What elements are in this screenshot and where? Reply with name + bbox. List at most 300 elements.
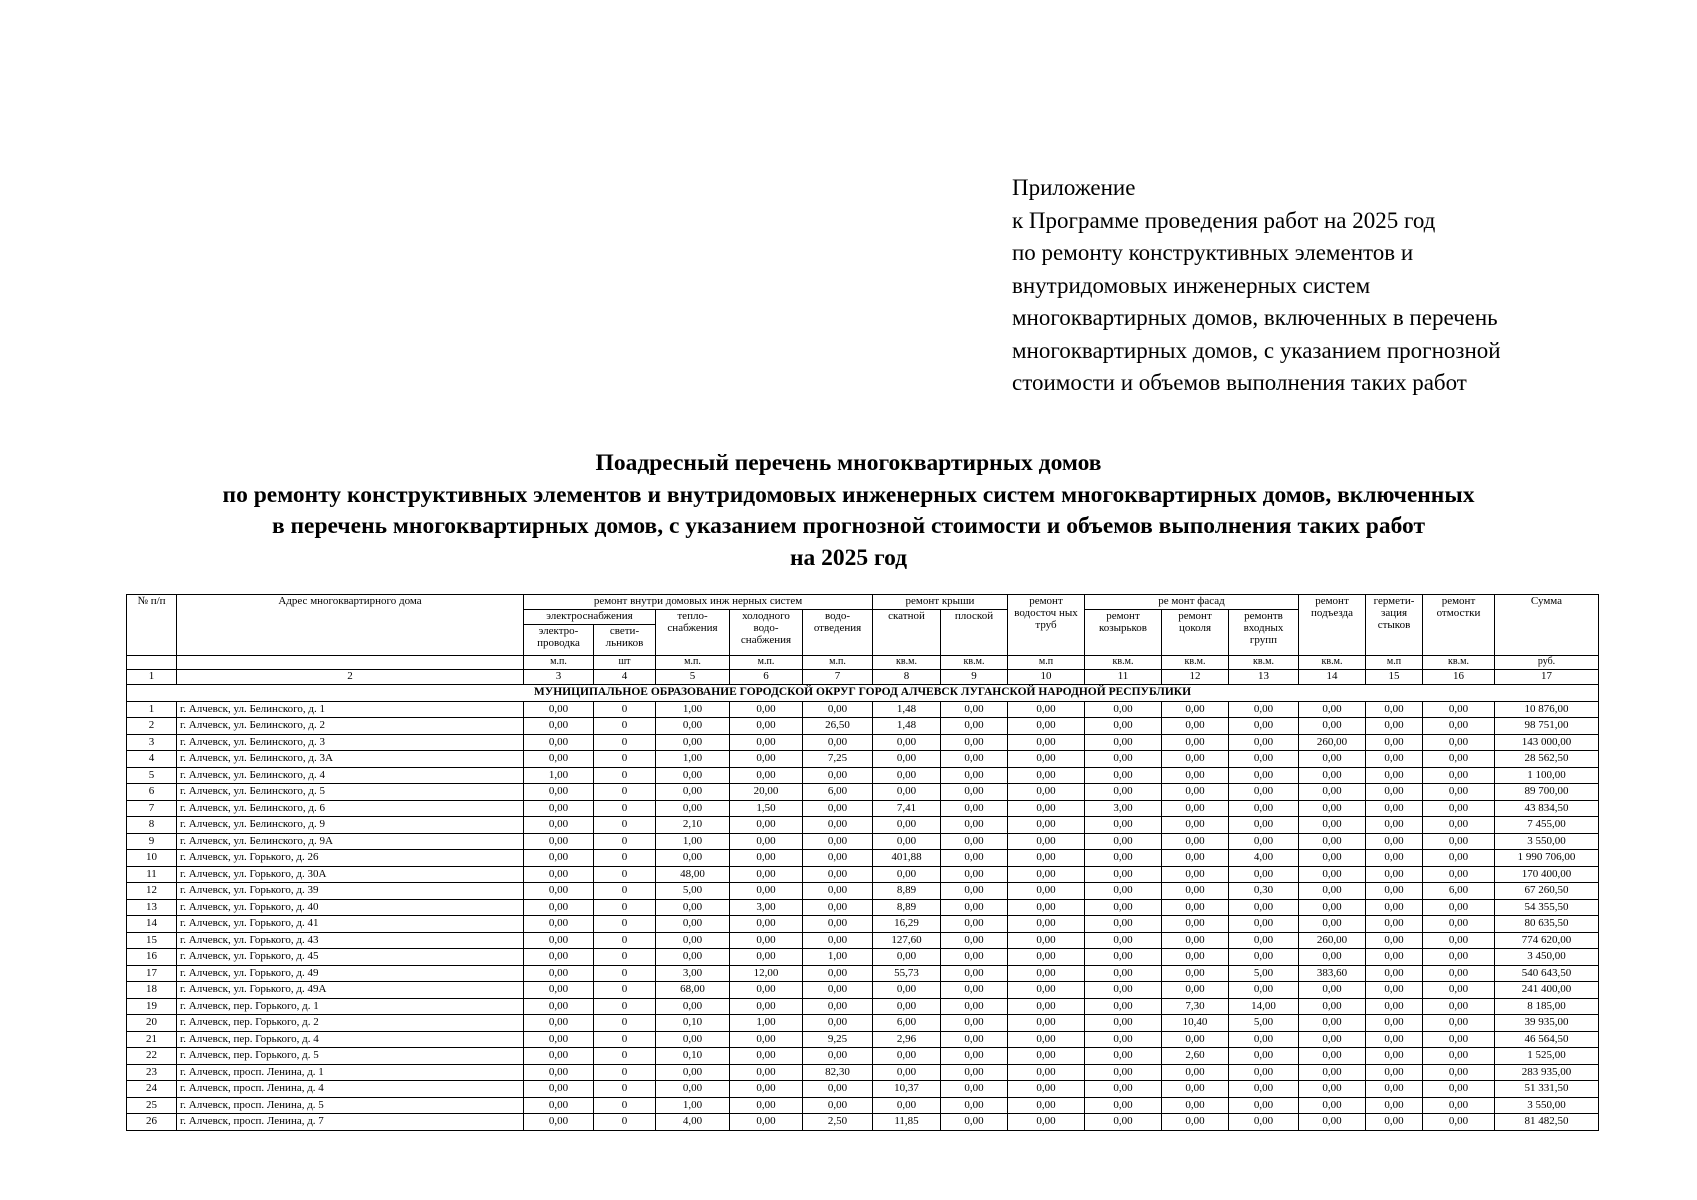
header-heat: тепло-снабжения [656,610,730,656]
value-cell: 0,00 [656,1081,730,1098]
row-number: 20 [127,1015,177,1032]
value-cell: 0,00 [524,932,594,949]
address-cell: г. Алчевск, просп. Ленина, д. 5 [177,1097,524,1114]
value-cell: 0,00 [1008,982,1085,999]
sum-cell: 39 935,00 [1495,1015,1599,1032]
unit-cell: кв.м. [1162,656,1229,670]
value-cell: 0,00 [730,1081,803,1098]
value-cell: 0,00 [656,1031,730,1048]
unit-cell: кв.м. [941,656,1008,670]
value-cell: 0,00 [730,701,803,718]
value-cell: 0,00 [524,817,594,834]
value-cell: 0,00 [1366,982,1423,999]
value-cell: 0,00 [873,767,941,784]
value-cell: 0,00 [1299,883,1366,900]
address-cell: г. Алчевск, ул. Белинского, д. 1 [177,701,524,718]
value-cell: 0,00 [730,734,803,751]
value-cell: 0,00 [1299,701,1366,718]
header-electro-wiring: электро-проводка [524,625,594,656]
value-cell: 0 [594,916,656,933]
address-cell: г. Алчевск, просп. Ленина, д. 4 [177,1081,524,1098]
value-cell: 0,00 [1366,916,1423,933]
value-cell: 48,00 [656,866,730,883]
value-cell: 0,10 [656,1015,730,1032]
value-cell: 0 [594,965,656,982]
value-cell: 1,00 [656,751,730,768]
value-cell: 0,00 [524,734,594,751]
value-cell: 0,00 [1229,718,1299,735]
row-number: 1 [127,701,177,718]
value-cell: 0 [594,998,656,1015]
value-cell: 0,00 [1229,1064,1299,1081]
sum-cell: 774 620,00 [1495,932,1599,949]
value-cell: 0 [594,949,656,966]
value-cell: 0,00 [873,998,941,1015]
value-cell: 0,00 [1366,866,1423,883]
row-number: 5 [127,767,177,784]
appendix-line: многоквартирных домов, включенных в перечень [1012,305,1498,330]
value-cell: 0,00 [1085,718,1162,735]
value-cell: 7,25 [803,751,873,768]
value-cell: 0 [594,1048,656,1065]
value-cell: 1,48 [873,718,941,735]
value-cell: 0,00 [730,883,803,900]
row-number: 22 [127,1048,177,1065]
appendix-line: Приложение [1012,175,1136,200]
value-cell: 0,00 [1085,949,1162,966]
value-cell: 0,00 [1229,949,1299,966]
value-cell: 0,00 [1008,1114,1085,1131]
value-cell: 0,00 [803,800,873,817]
value-cell: 0 [594,1015,656,1032]
value-cell: 0,00 [1162,965,1229,982]
value-cell: 0,00 [1423,998,1495,1015]
row-number: 16 [127,949,177,966]
value-cell: 7,41 [873,800,941,817]
value-cell: 9,25 [803,1031,873,1048]
value-cell: 2,10 [656,817,730,834]
table-row [127,1097,1599,1114]
value-cell: 0,00 [1162,949,1229,966]
address-cell: г. Алчевск, ул. Горького, д. 49 [177,965,524,982]
value-cell: 0,00 [941,1064,1008,1081]
table-row [127,883,1599,900]
value-cell: 0,00 [524,850,594,867]
value-cell: 0,00 [1008,751,1085,768]
table-row [127,817,1599,834]
value-cell: 0,00 [1299,1031,1366,1048]
value-cell: 0,00 [1366,850,1423,867]
header-roof: ремонт крыши [873,595,1008,610]
value-cell: 0,00 [524,784,594,801]
value-cell: 0,00 [873,1048,941,1065]
header-plinth: ремонт цоколя [1162,610,1229,656]
value-cell: 0,00 [1162,734,1229,751]
address-cell: г. Алчевск, ул. Белинского, д. 5 [177,784,524,801]
value-cell: 0 [594,899,656,916]
table-body [127,685,1599,1131]
value-cell: 0,00 [1423,1031,1495,1048]
row-number: 3 [127,734,177,751]
value-cell: 0,00 [730,982,803,999]
table-row [127,718,1599,735]
sum-cell: 540 643,50 [1495,965,1599,982]
row-number: 17 [127,965,177,982]
value-cell: 0,00 [1008,866,1085,883]
value-cell: 0,00 [1423,734,1495,751]
value-cell: 0,00 [730,767,803,784]
value-cell: 16,29 [873,916,941,933]
column-number: 2 [177,670,524,685]
value-cell: 0,00 [730,1064,803,1081]
sum-cell: 170 400,00 [1495,866,1599,883]
table-row [127,1114,1599,1131]
value-cell: 0 [594,866,656,883]
header-drainage: водо-отведения [803,610,873,656]
value-cell: 0,00 [1008,701,1085,718]
value-cell: 0,00 [873,751,941,768]
value-cell: 0,00 [1162,800,1229,817]
value-cell: 0,00 [1366,1064,1423,1081]
value-cell: 0,00 [1085,998,1162,1015]
header-canopies: ремонт козырьков [1085,610,1162,656]
value-cell: 0,00 [803,833,873,850]
sum-cell: 89 700,00 [1495,784,1599,801]
address-cell: г. Алчевск, ул. Белинского, д. 2 [177,718,524,735]
value-cell: 0,00 [803,932,873,949]
appendix-line: к Программе проведения работ на 2025 год [1012,207,1436,233]
value-cell: 0,00 [656,932,730,949]
value-cell: 0,00 [656,800,730,817]
table-row [127,949,1599,966]
sum-cell: 3 550,00 [1495,1097,1599,1114]
table-row [127,982,1599,999]
value-cell: 0,00 [524,1015,594,1032]
value-cell: 0,00 [1366,800,1423,817]
value-cell: 0,00 [1366,1048,1423,1065]
value-cell: 0,00 [1085,701,1162,718]
row-number: 19 [127,998,177,1015]
value-cell: 0,00 [524,833,594,850]
value-cell: 0,00 [1229,701,1299,718]
sum-cell: 8 185,00 [1495,998,1599,1015]
value-cell: 0,00 [730,866,803,883]
value-cell: 0,00 [524,1031,594,1048]
value-cell: 0,00 [1366,1097,1423,1114]
address-cell: г. Алчевск, ул. Горького, д. 39 [177,883,524,900]
value-cell: 0,00 [941,982,1008,999]
value-cell: 0,00 [1008,932,1085,949]
value-cell: 0,00 [941,883,1008,900]
value-cell: 0 [594,850,656,867]
value-cell: 0,00 [1366,883,1423,900]
value-cell: 2,96 [873,1031,941,1048]
value-cell: 0,00 [1229,1097,1299,1114]
value-cell: 5,00 [1229,1015,1299,1032]
value-cell: 0,00 [1008,1097,1085,1114]
row-number: 4 [127,751,177,768]
value-cell: 0,00 [1423,982,1495,999]
value-cell: 0,00 [873,866,941,883]
value-cell: 0,00 [1085,1015,1162,1032]
column-number: 5 [656,670,730,685]
address-cell: г. Алчевск, пер. Горького, д. 1 [177,998,524,1015]
value-cell: 0,00 [1229,899,1299,916]
value-cell: 0,00 [941,1114,1008,1131]
value-cell: 0,00 [1299,784,1366,801]
value-cell: 0,00 [803,998,873,1015]
row-number: 15 [127,932,177,949]
value-cell: 0,00 [1229,932,1299,949]
value-cell: 0,00 [1162,866,1229,883]
value-cell: 0,00 [730,1031,803,1048]
value-cell: 0,00 [941,1015,1008,1032]
value-cell: 0,00 [730,1097,803,1114]
header-electro-lamps: свети-льников [594,625,656,656]
sum-cell: 7 455,00 [1495,817,1599,834]
value-cell: 0,00 [1162,767,1229,784]
value-cell: 0,00 [524,1114,594,1131]
address-cell: г. Алчевск, ул. Белинского, д. 6 [177,800,524,817]
column-number: 13 [1229,670,1299,685]
value-cell: 0,00 [1423,1097,1495,1114]
table-row [127,1031,1599,1048]
value-cell: 0,00 [941,932,1008,949]
value-cell: 0,00 [1423,800,1495,817]
appendix-line: стоимости и объемов выполнения таких работ [1012,370,1467,395]
value-cell: 0,00 [803,1097,873,1114]
value-cell: 0,00 [1423,850,1495,867]
unit-cell: м.п [1008,656,1085,670]
value-cell: 0,00 [1008,850,1085,867]
value-cell: 0,00 [1366,998,1423,1015]
value-cell: 0,00 [1423,751,1495,768]
value-cell: 11,85 [873,1114,941,1131]
value-cell: 0,00 [803,965,873,982]
unit-cell: шт [594,656,656,670]
address-cell: г. Алчевск, ул. Белинского, д. 9А [177,833,524,850]
value-cell: 0,00 [803,1048,873,1065]
unit-cell: м.п [1366,656,1423,670]
value-cell: 0,10 [656,1048,730,1065]
value-cell: 10,37 [873,1081,941,1098]
value-cell: 0,00 [1366,899,1423,916]
value-cell: 0,00 [941,1048,1008,1065]
value-cell: 6,00 [873,1015,941,1032]
value-cell: 0,00 [1229,982,1299,999]
value-cell: 0,00 [524,1064,594,1081]
value-cell: 14,00 [1229,998,1299,1015]
value-cell: 0,00 [1423,701,1495,718]
value-cell: 0 [594,701,656,718]
address-cell: г. Алчевск, ул. Белинского, д. 3А [177,751,524,768]
value-cell: 20,00 [730,784,803,801]
column-number: 7 [803,670,873,685]
value-cell: 1,00 [730,1015,803,1032]
row-number: 7 [127,800,177,817]
value-cell: 2,50 [803,1114,873,1131]
value-cell: 0,00 [730,833,803,850]
value-cell: 0 [594,767,656,784]
value-cell: 0,00 [656,734,730,751]
value-cell: 0 [594,1114,656,1131]
column-number: 8 [873,670,941,685]
value-cell: 0 [594,817,656,834]
value-cell: 0,00 [1008,833,1085,850]
address-cell: г. Алчевск, пер. Горького, д. 5 [177,1048,524,1065]
header-address: Адрес многоквартирного дома [177,595,524,656]
value-cell: 0,00 [1085,883,1162,900]
value-cell: 0,00 [803,701,873,718]
row-number: 21 [127,1031,177,1048]
value-cell: 0,00 [1299,998,1366,1015]
value-cell: 0,00 [941,701,1008,718]
table-row [127,800,1599,817]
value-cell: 0,00 [656,899,730,916]
value-cell: 0,00 [524,949,594,966]
value-cell: 0,00 [1008,916,1085,933]
value-cell: 0,00 [941,916,1008,933]
value-cell: 0,00 [1299,767,1366,784]
value-cell: 0,00 [1366,932,1423,949]
value-cell: 401,88 [873,850,941,867]
value-cell: 1,48 [873,701,941,718]
value-cell: 0,00 [1085,1064,1162,1081]
value-cell: 0,00 [1162,718,1229,735]
value-cell: 0,00 [524,1097,594,1114]
column-number: 12 [1162,670,1229,685]
value-cell: 0,00 [1299,1048,1366,1065]
value-cell: 0 [594,1031,656,1048]
table-header [127,595,1599,685]
value-cell: 0,00 [1423,899,1495,916]
value-cell: 0,00 [524,751,594,768]
address-cell: г. Алчевск, ул. Горького, д. 26 [177,850,524,867]
value-cell: 0 [594,1081,656,1098]
sum-cell: 241 400,00 [1495,982,1599,999]
value-cell: 0,00 [1229,751,1299,768]
sum-cell: 43 834,50 [1495,800,1599,817]
value-cell: 82,30 [803,1064,873,1081]
value-cell: 0,00 [803,1081,873,1098]
address-cell: г. Алчевск, пер. Горького, д. 2 [177,1015,524,1032]
value-cell: 4,00 [1229,850,1299,867]
table-row [127,784,1599,801]
value-cell: 3,00 [730,899,803,916]
value-cell: 0,00 [656,1064,730,1081]
value-cell: 0,00 [1423,817,1495,834]
address-cell: г. Алчевск, ул. Горького, д. 43 [177,932,524,949]
value-cell: 0,00 [656,850,730,867]
row-number: 26 [127,1114,177,1131]
value-cell: 0,00 [1162,932,1229,949]
title-line: в перечень многоквартирных домов, с указанием прогнозной стоимости и объемов выполнения таких работ [271,513,1426,539]
value-cell: 0,00 [1085,1114,1162,1131]
value-cell: 1,00 [803,949,873,966]
value-cell: 0,00 [1085,965,1162,982]
sum-cell: 80 635,50 [1495,916,1599,933]
value-cell: 0,00 [1085,899,1162,916]
sum-cell: 1 990 706,00 [1495,850,1599,867]
value-cell: 0,00 [1366,784,1423,801]
value-cell: 0,00 [1085,751,1162,768]
value-cell: 68,00 [656,982,730,999]
value-cell: 0,00 [730,751,803,768]
table-row [127,701,1599,718]
address-cell: г. Алчевск, просп. Ленина, д. 1 [177,1064,524,1081]
sum-cell: 54 355,50 [1495,899,1599,916]
column-number: 16 [1423,670,1495,685]
column-number: 14 [1299,670,1366,685]
sum-cell: 1 100,00 [1495,767,1599,784]
table-row [127,866,1599,883]
value-cell: 5,00 [656,883,730,900]
row-number: 13 [127,899,177,916]
sum-cell: 67 260,50 [1495,883,1599,900]
value-cell: 1,00 [524,767,594,784]
value-cell: 0,00 [1162,982,1229,999]
value-cell: 0,00 [1366,767,1423,784]
row-number: 25 [127,1097,177,1114]
value-cell: 0,00 [1008,817,1085,834]
value-cell: 0,00 [1299,982,1366,999]
value-cell: 0,00 [730,949,803,966]
appendix-line: по ремонту конструктивных элементов и [1012,240,1414,265]
value-cell: 1,00 [656,701,730,718]
value-cell: 0,00 [1299,1081,1366,1098]
value-cell: 0,00 [1085,767,1162,784]
value-cell: 0,00 [1299,899,1366,916]
value-cell: 0,00 [1423,833,1495,850]
value-cell: 0,00 [941,1031,1008,1048]
value-cell: 0,00 [1008,949,1085,966]
value-cell: 0,00 [1366,817,1423,834]
value-cell: 0,00 [1299,866,1366,883]
header-facade: ре монт фасад [1085,595,1299,610]
table-row [127,899,1599,916]
column-number: 6 [730,670,803,685]
value-cell: 0,00 [873,784,941,801]
value-cell: 0 [594,718,656,735]
value-cell: 0,00 [1423,718,1495,735]
municipality-row [127,685,1599,702]
value-cell: 0,00 [1008,734,1085,751]
value-cell: 0,00 [524,899,594,916]
table-row [127,833,1599,850]
value-cell: 0,00 [803,899,873,916]
appendix-line: многоквартирных домов, с указанием прогнозной [1012,337,1501,363]
header-porch: ремонт подъезда [1299,595,1366,656]
value-cell: 0,00 [1366,1031,1423,1048]
unit-cell: м.п. [656,656,730,670]
value-cell: 0,00 [941,949,1008,966]
value-cell: 0,00 [1423,949,1495,966]
value-cell: 127,60 [873,932,941,949]
sum-cell: 46 564,50 [1495,1031,1599,1048]
title-line: Поадресный перечень многоквартирных домов [595,450,1102,476]
value-cell: 0,00 [1229,916,1299,933]
value-cell: 8,89 [873,899,941,916]
value-cell: 0,00 [1008,1048,1085,1065]
table-row [127,734,1599,751]
value-cell: 0,00 [1008,784,1085,801]
value-cell: 0,00 [1299,850,1366,867]
value-cell: 0,00 [1085,1097,1162,1114]
value-cell: 0,00 [1085,866,1162,883]
value-cell: 0,00 [941,767,1008,784]
column-numbers-row [127,670,1599,685]
row-number: 23 [127,1064,177,1081]
